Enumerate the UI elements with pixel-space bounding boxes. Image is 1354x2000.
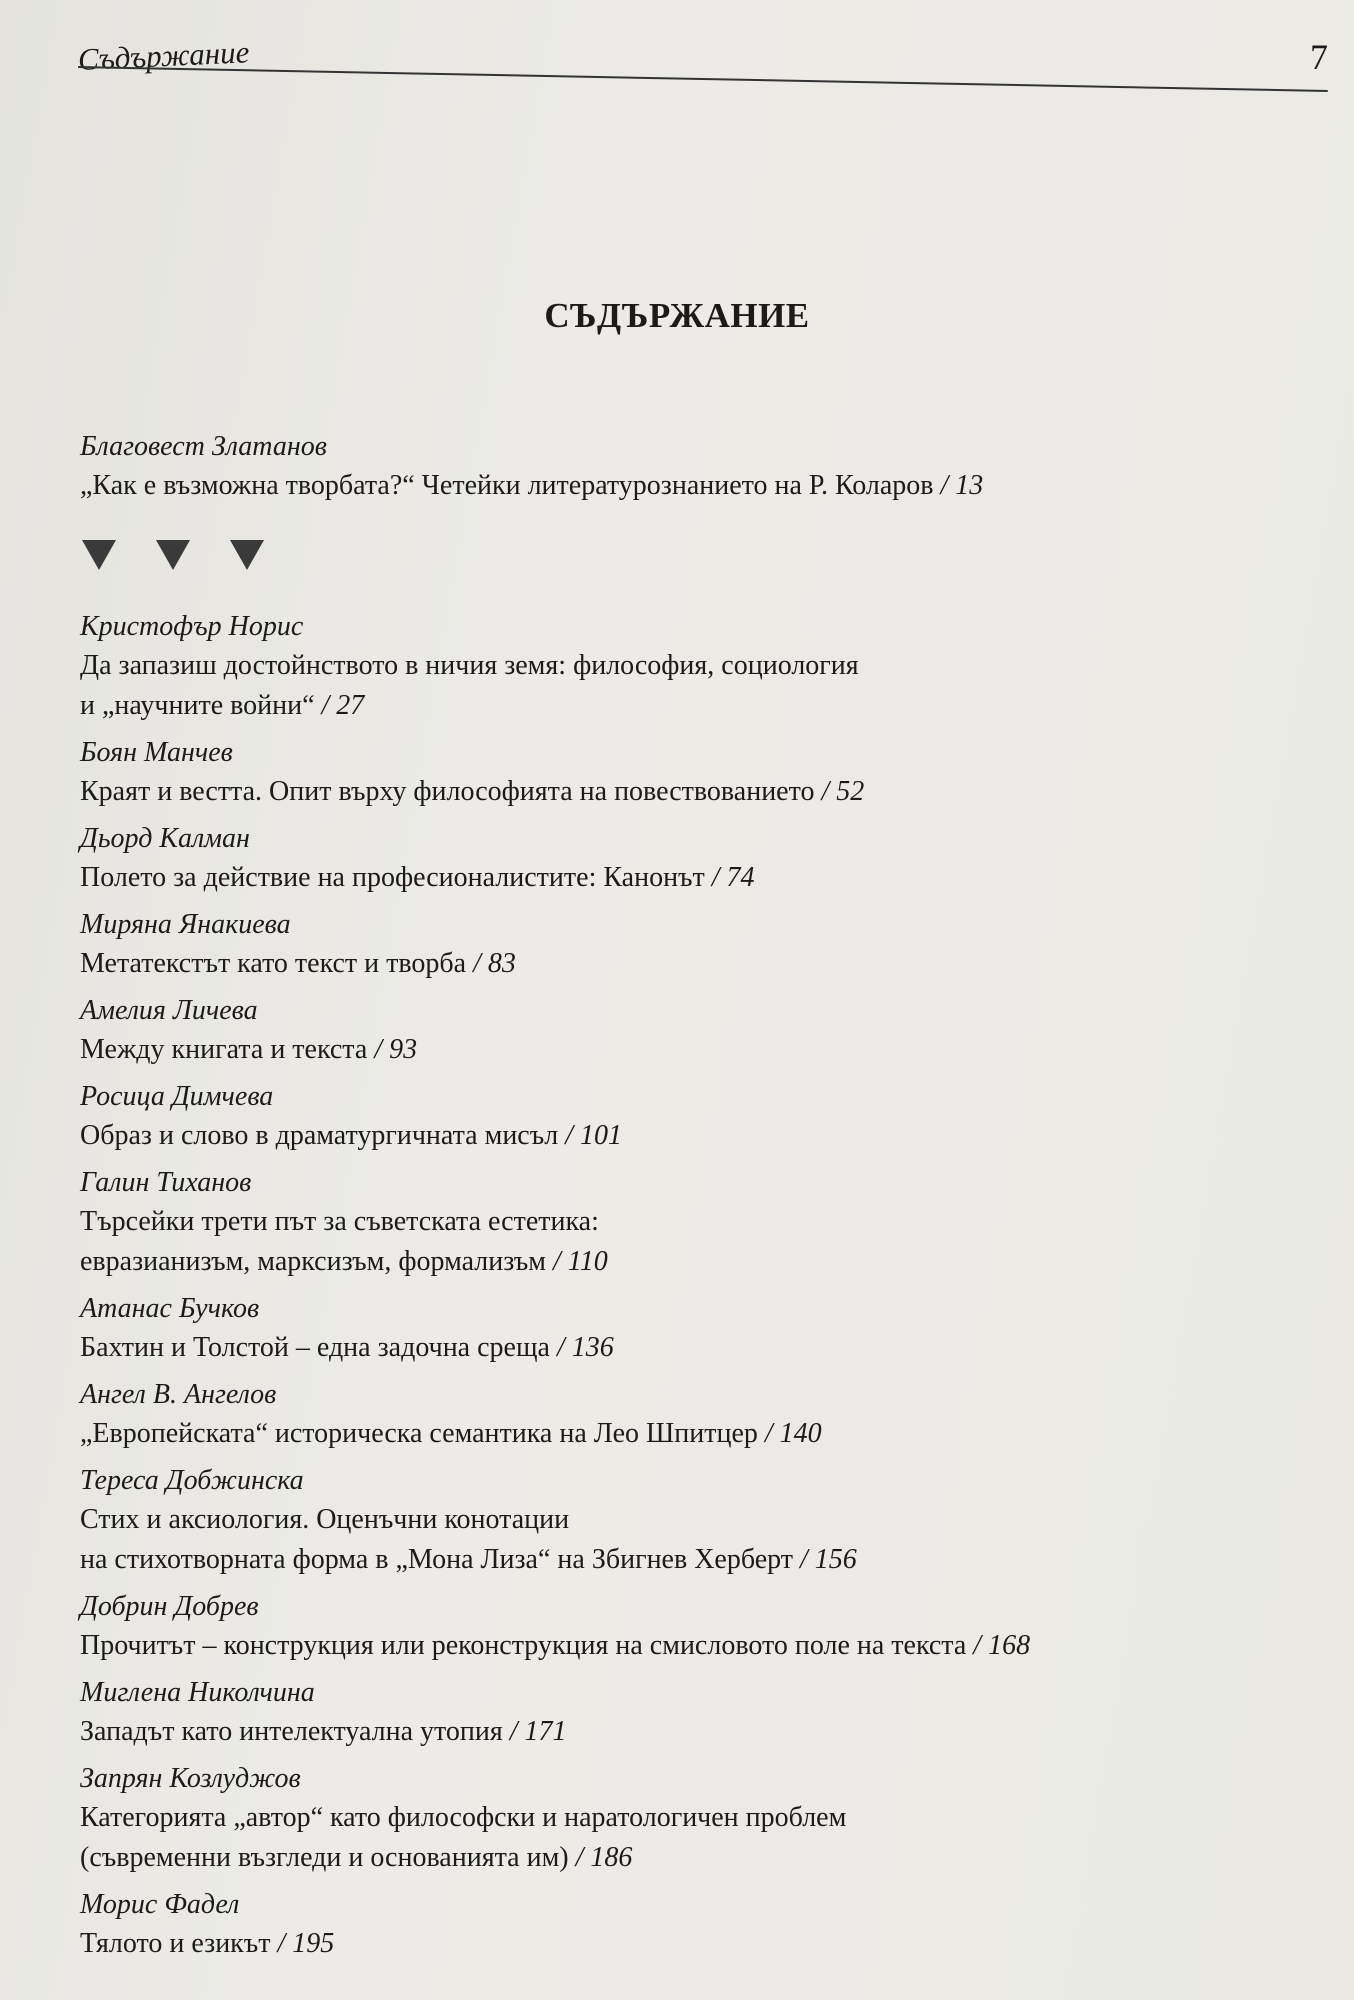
entry-author: Морис Фадел <box>80 1889 240 1920</box>
entry-author: Запрян Козлуджов <box>80 1763 301 1794</box>
entry-author: Благовест Златанов <box>80 431 327 462</box>
entry-page: / 168 <box>973 1630 1031 1661</box>
entry-title-line <box>80 1328 1280 1368</box>
entry-title-text: „Как е възможна творбата?“ Четейки литературознанието на Р. Коларов <box>80 470 934 501</box>
entry-page: / 195 <box>277 1928 335 1959</box>
entry-author: Росица Димчева <box>80 1081 274 1112</box>
entry-title-line <box>80 1626 1280 1666</box>
entry-author: Кристофър Норис <box>80 611 304 642</box>
entry-title-text: Прочитът – конструкция или реконструкция на смисловото поле на текста <box>80 1630 967 1661</box>
entry-page: / 136 <box>556 1332 614 1363</box>
entry-title-text: Категорията „автор“ като философски и наратологичен проблем <box>80 1802 847 1833</box>
entry-title-line <box>80 1202 1280 1242</box>
entry-page: / 74 <box>711 862 755 893</box>
entry-author: Миряна Янакиева <box>80 909 291 940</box>
entry-title-line <box>80 1540 1280 1580</box>
entry-title-line <box>80 1242 1280 1282</box>
entry-author: Тереса Добжинска <box>80 1465 304 1496</box>
toc-entry <box>80 820 1280 898</box>
entry-author: Амелия Личева <box>80 995 258 1026</box>
entry-title-line <box>80 646 1280 686</box>
triangle-down-icon <box>82 540 116 570</box>
entry-page: / 83 <box>473 948 516 979</box>
toc-entry <box>80 906 1280 984</box>
entry-title-text: Краят и вестта. Опит върху философията на повествованието <box>80 776 815 807</box>
running-head <box>78 36 1328 88</box>
entry-title-line <box>80 858 1280 898</box>
entry-author: Атанас Бучков <box>80 1293 260 1324</box>
toc-entry-first <box>80 428 1280 506</box>
entry-title-text: и „научните войни“ <box>80 690 322 721</box>
toc-entry <box>80 1376 1280 1454</box>
toc-entry <box>80 1078 1280 1156</box>
entry-title-text: на стихотворната форма в „Мона Лиза“ на Збигнев Херберт <box>80 1544 794 1575</box>
entry-title-text: „Европейската“ историческа семантика на Лео Шпитцер <box>80 1418 758 1449</box>
running-title: Съдържание <box>77 34 251 77</box>
entry-page: / 110 <box>553 1246 608 1277</box>
entry-title-text: Стих и аксиология. Оценъчни конотации <box>80 1504 570 1535</box>
entry-page: / 186 <box>575 1842 633 1873</box>
toc-entry <box>80 1290 1280 1368</box>
entry-page: / 27 <box>321 690 365 721</box>
entry-author: Ангел В. Ангелов <box>80 1379 277 1410</box>
toc-entry <box>80 1760 1280 1878</box>
entry-title-text: Полето за действие на професионалистите: Канонът <box>80 862 712 893</box>
entry-title-line <box>80 686 1280 726</box>
entry-author: Миглена Николчина <box>80 1677 315 1708</box>
entry-page: / 52 <box>821 776 865 807</box>
entry-title <box>80 466 1280 506</box>
toc-entry <box>80 1462 1280 1580</box>
toc-entry <box>80 608 1280 726</box>
entry-title-line <box>80 1712 1280 1752</box>
entry-title-text: (съвременни възгледи и основанията им) <box>80 1842 569 1873</box>
entry-title-line <box>80 1838 1280 1878</box>
entry-title-text: Между книгата и текста <box>80 1034 368 1065</box>
entry-title-line <box>80 944 1280 984</box>
entry-title-line <box>80 1500 1280 1540</box>
entry-title-text: Да запазиш достойнството в ничия земя: философия, социология <box>80 650 859 681</box>
entry-author: Дьорд Калман <box>80 823 250 854</box>
entry-title-line <box>80 1030 1280 1070</box>
contents-heading: СЪДЪРЖАНИЕ <box>544 296 810 335</box>
toc-entry <box>80 992 1280 1070</box>
entry-title-line <box>80 1414 1280 1454</box>
entry-title-text: Образ и слово в драматургичната мисъл <box>80 1120 559 1151</box>
entry-title-text: евразианизъм, марксизъм, формализъм <box>80 1246 547 1277</box>
toc-entry <box>80 734 1280 812</box>
section-divider <box>82 540 1280 576</box>
table-of-contents <box>80 428 1280 1972</box>
entry-author: Галин Тиханов <box>80 1167 252 1198</box>
toc-entry <box>80 1164 1280 1282</box>
entry-page: / 93 <box>374 1034 418 1065</box>
toc-entry <box>80 1588 1280 1666</box>
entry-page: / 140 <box>764 1418 822 1449</box>
toc-entry-list <box>80 608 1280 1964</box>
entry-title-text: Тялото и езикът <box>80 1928 271 1959</box>
entry-title-text: Западът като интелектуална утопия <box>80 1716 503 1747</box>
toc-entry <box>80 1674 1280 1752</box>
entry-title-line <box>80 772 1280 812</box>
entry-title-text: Метатекстът като текст и творба <box>80 948 474 979</box>
entry-page: / 13 <box>940 470 984 501</box>
entry-title-text: Търсейки трети път за съветската естетика: <box>80 1206 599 1237</box>
entry-title-line <box>80 1798 1280 1838</box>
entry-title-text: Бахтин и Толстой – една задочна среща <box>80 1332 550 1363</box>
page-number: 7 <box>1310 37 1328 77</box>
triangle-down-icon <box>156 540 190 570</box>
entry-author: Добрин Добрев <box>80 1591 259 1622</box>
entry-page: / 156 <box>800 1544 857 1575</box>
triangle-down-icon <box>230 540 264 570</box>
toc-entry <box>80 1886 1280 1964</box>
entry-title-line <box>80 1924 1280 1964</box>
entry-author: Боян Манчев <box>80 737 233 768</box>
entry-page: / 101 <box>565 1120 622 1151</box>
entry-page: / 171 <box>509 1716 567 1747</box>
entry-title-line <box>80 1116 1280 1156</box>
